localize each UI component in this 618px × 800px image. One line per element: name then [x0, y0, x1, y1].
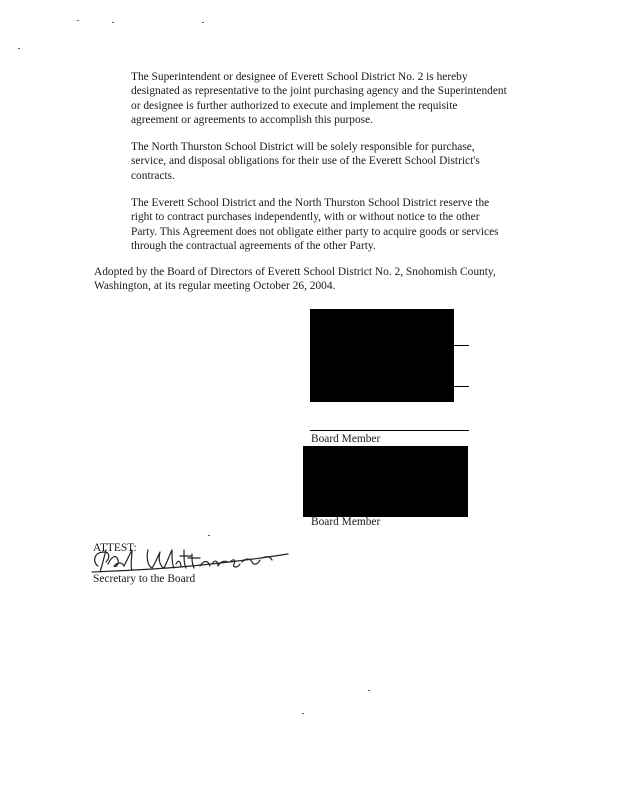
scan-speck: [302, 713, 304, 714]
text-line: service, and disposal obligations for their use of the Everett School District's: [131, 155, 480, 168]
text-line: Adopted by the Board of Directors of Everett School District No. 2, Snohomish County,: [94, 266, 496, 278]
scan-speck: [18, 48, 20, 49]
board-member-label: Board Member: [311, 433, 381, 445]
paragraph-reserve-rights: [131, 196, 499, 253]
text-line: or designee is further authorized to execute and implement the requisite: [131, 99, 458, 112]
text-line: The Superintendent or designee of Everett School District No. 2 is hereby: [131, 71, 468, 83]
scan-speck: [202, 22, 204, 23]
text-line: The North Thurston School District will be solely responsible for purchase,: [131, 141, 475, 153]
text-line: Washington, at its regular meeting October 26, 2004.: [94, 280, 336, 293]
attest-label: ATTEST:: [93, 542, 137, 554]
redaction-block-bottom: [303, 446, 468, 517]
text-line: right to contract purchases independently, with or without notice to the other: [131, 211, 480, 224]
text-line: through the contractual agreements of the other Party.: [131, 239, 376, 252]
text-line: The Everett School District and the North Thurston School District reserve the: [131, 197, 490, 209]
board-member-signature-line: [310, 430, 469, 431]
scan-speck: [368, 690, 370, 691]
paragraph-adoption-statement: [94, 265, 496, 294]
paragraph-north-thurston-responsibility: [131, 140, 480, 183]
paragraph-superintendent-designation: [131, 70, 507, 127]
signature-line-stub: [454, 386, 469, 387]
board-member-label: Board Member: [311, 516, 381, 528]
redaction-block-top: [310, 309, 454, 402]
text-line: Party. This Agreement does not obligate either party to acquire goods or services: [131, 225, 499, 238]
signature-line-stub: [454, 345, 469, 346]
text-line: contracts.: [131, 169, 175, 182]
scan-speck: [112, 22, 114, 23]
text-line: agreement or agreements to accomplish this purpose.: [131, 113, 373, 126]
text-line: designated as representative to the joint purchasing agency and the Superintendent: [131, 85, 507, 98]
secretary-label: Secretary to the Board: [93, 573, 196, 585]
scan-speck: [208, 535, 210, 536]
scan-speck: [77, 20, 79, 21]
